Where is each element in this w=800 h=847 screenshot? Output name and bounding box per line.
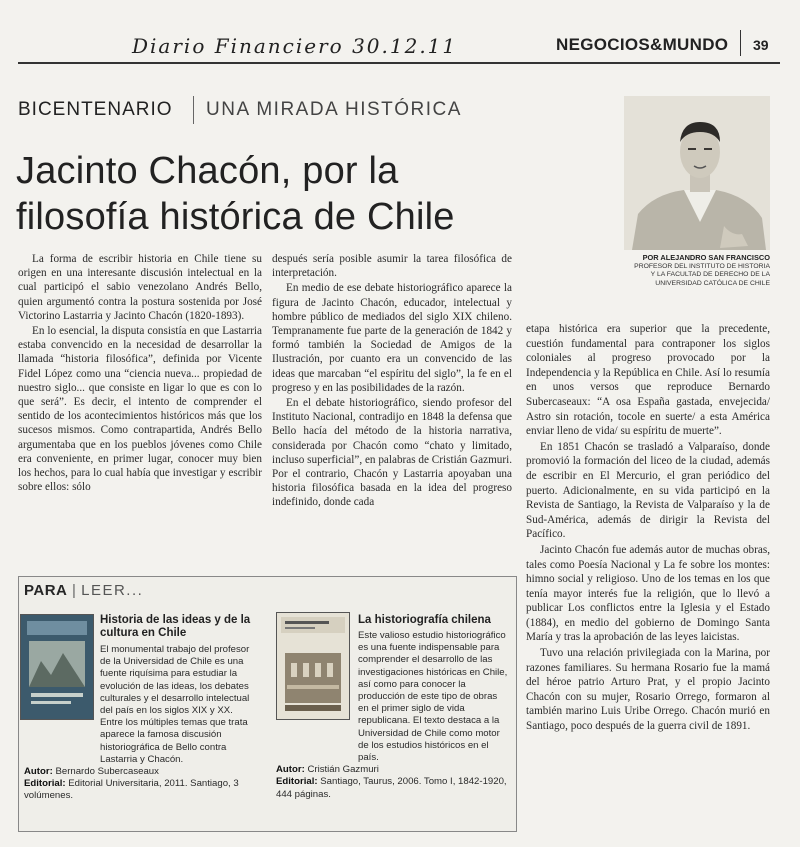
author-caption-line-1: PROFESOR DEL INSTITUTO DE HISTORIA bbox=[634, 263, 770, 270]
article-paragraph: En lo esencial, la disputa consistía en que Lastarria estaba convencido en la necesidad de desarrollar la llamada “historia filosófica”, definida por Vicente Fidel López como una “ciencia nueva... propiedad de nuestro siglo... que consiste en ligar lo que es con lo que será”. Es decir, el intento de comprender el sentido de los acontecimientos históricos más que los sucesos mismos. Como contrapartida, Andrés Bello argumentaba que en los pueblos jóvenes como Chile era conveniente, en primer lugar, conocer muy bien los hechos, para lo cual había que investigar y escribir sobre ellos: sólo bbox=[18, 325, 262, 494]
book1-author-line bbox=[24, 766, 256, 778]
article-paragraph: En 1851 Chacón se trasladó a Valparaíso, donde promovió la formación del liceo de la ciudad, además de escribir en El Mercurio, el gran periódico del puerto. Adicionalmente, en su vida participó en la Revista de Santiago, la Revista de Valparaíso y la de Sud-América, además de dirigir la Revista del Pacífico. bbox=[526, 440, 770, 541]
page-number: 39 bbox=[753, 37, 769, 53]
section-name: NEGOCIOS&MUNDO bbox=[556, 35, 729, 54]
article-paragraph: Jacinto Chacón fue además autor de muchas obras, tales como Poesía Nacional y La fe sobre los montes: himno social y religioso. Uno de los temas en los que tenía mayor interés fue la religión, que lo llevó a publicar Los conflictos entre la Iglesia y el Estado (1884), en medio del gobierno de Domingo Santa María y tras la aprobación de las leyes laicistas. bbox=[526, 543, 770, 644]
headline-line-2: filosofía histórica de Chile bbox=[16, 196, 455, 238]
book1-publisher-label: Editorial: bbox=[24, 778, 66, 790]
headline bbox=[16, 148, 536, 240]
kicker-mirada-historica: UNA MIRADA HISTÓRICA bbox=[206, 99, 462, 120]
book2-title: La historiografía chilena bbox=[358, 614, 491, 626]
author-caption bbox=[560, 263, 770, 288]
book1-author: Bernardo Subercaseaux bbox=[55, 766, 159, 778]
masthead-rule bbox=[18, 62, 780, 64]
article-paragraph: En el debate historiográfico, siendo profesor del Instituto Nacional, contradijo en 1848 la defensa que Bello hacía del método de la historia narrativa, considerada por Chacón como “chato y limitado, incluso superficial”, en palabras de Cristián Gazmuri. Por el contrario, Chacón y Lastarria apoyaban una historia filosófica basada en la idea del progreso indefinido, donde cada bbox=[272, 397, 512, 509]
author-caption-line-3: UNIVERSIDAD CATÓLICA DE CHILE bbox=[655, 279, 770, 287]
author-portrait-icon bbox=[624, 96, 770, 250]
author-photo bbox=[624, 96, 770, 250]
article-paragraph: etapa histórica era superior que la precedente, cuestión fundamental para contraponer los siglos coloniales al progreso provocado por la Independencia y la República en Chile. Así lo resumía en unos versos que reproduce Bernardo Subercaseaux: “A osa España gastada, envejecida/ Astro sin rotación, tocole en suerte/ a esta América enviar lleno de vida/ su espíritu de muerte”. bbox=[526, 323, 770, 438]
book1-publisher-line bbox=[24, 778, 256, 802]
book2-publisher: Santiago, Taurus, 2006. Tomo I, 1842-1920, 444 páginas. bbox=[276, 776, 507, 800]
kicker-divider bbox=[193, 96, 194, 124]
article-paragraph: después sería posible asumir la tarea filosófica de interpretación. bbox=[272, 253, 512, 280]
handwritten-source-note: Diario Financiero 30.12.11 bbox=[132, 34, 458, 58]
author-caption-line-2: Y LA FACULTAD DE DERECHO DE LA bbox=[650, 271, 770, 279]
para-leer-label: PARA | LEER... bbox=[24, 582, 144, 599]
book2-author-label: Autor: bbox=[276, 764, 305, 776]
book1-title: Historia de las ideas y de la cultura en Chile bbox=[100, 614, 251, 639]
book2-details bbox=[276, 630, 508, 801]
masthead-divider bbox=[740, 30, 741, 56]
article-column-2 bbox=[272, 252, 512, 511]
book1-description: El monumental trabajo del profesor de la Universidad de Chile es una fuente riquísima para estudiar la evolución de las ideas, los debates culturales y el desarrollo intelectual del país en los siglos XIX y XX. Entre los múltiples temas que trata aparece la famosa discusión historiográfica de Bello contra Lastarria y Chacón. bbox=[100, 644, 250, 765]
book2-description: Este valioso estudio historiográfico es una fuente indispensable para comprender el desarrollo de las investigaciones históricas en Chile, así como para conocer la producción de este tipo de obras en el primer siglo de vida republicana. El texto destaca a la Universidad de Chile como motor de los estudios históricos en el país. bbox=[358, 630, 508, 764]
article-paragraph: En medio de ese debate historiográfico aparece la figura de Jacinto Chacón, educador, intelectual y hombre público de mediados del siglo XIX chileno. Tempranamente fue parte de la generación de 1842 y formó también la Sociedad de Amigos de la Ilustración, por cuanto era un convencido de las ideas que marcaban “el espíritu del siglo”, la fe en el progreso y en las posibilidades de la razón. bbox=[272, 282, 512, 394]
book1-author-label: Autor: bbox=[24, 766, 53, 778]
book2-author: Cristián Gazmuri bbox=[307, 764, 379, 776]
article-column-1 bbox=[18, 252, 262, 495]
book1-publisher: Editorial Universitaria, 2011. Santiago, 3 volúmenes. bbox=[24, 778, 239, 802]
author-byline: POR ALEJANDRO SAN FRANCISCO bbox=[642, 253, 770, 262]
kicker-bicentenario: BICENTENARIO bbox=[18, 99, 173, 120]
article-paragraph: Tuvo una relación privilegiada con la Marina, por razones familiares. Su hermana Rosario fue la mamá del héroe patrio Arturo Prat, y el propio Jacinto Chacón con su mujer, Rosario Orrego, formaron al también marino Luis Uribe Orrego. Chacón murió en Santiago, poco después de la guerra civil de 1891. bbox=[526, 647, 770, 733]
article-column-3 bbox=[526, 322, 770, 735]
book1-details bbox=[24, 644, 256, 803]
book2-publisher-label: Editorial: bbox=[276, 776, 318, 788]
book2-publisher-line bbox=[276, 776, 508, 800]
headline-line-1: Jacinto Chacón, por la bbox=[16, 150, 399, 192]
para-leer-label-right: LEER... bbox=[81, 582, 144, 599]
para-leer-label-left: PARA bbox=[24, 582, 68, 599]
article-paragraph: La forma de escribir historia en Chile tiene su origen en una interesante discusión intelectual en la cual participó el sabio venezolano Andrés Bello, quien argumentó contra la postura sostenida por José Victorino Lastarria y Jacinto Chacón (1820-1893). bbox=[18, 253, 262, 322]
book2-author-line bbox=[276, 764, 508, 776]
